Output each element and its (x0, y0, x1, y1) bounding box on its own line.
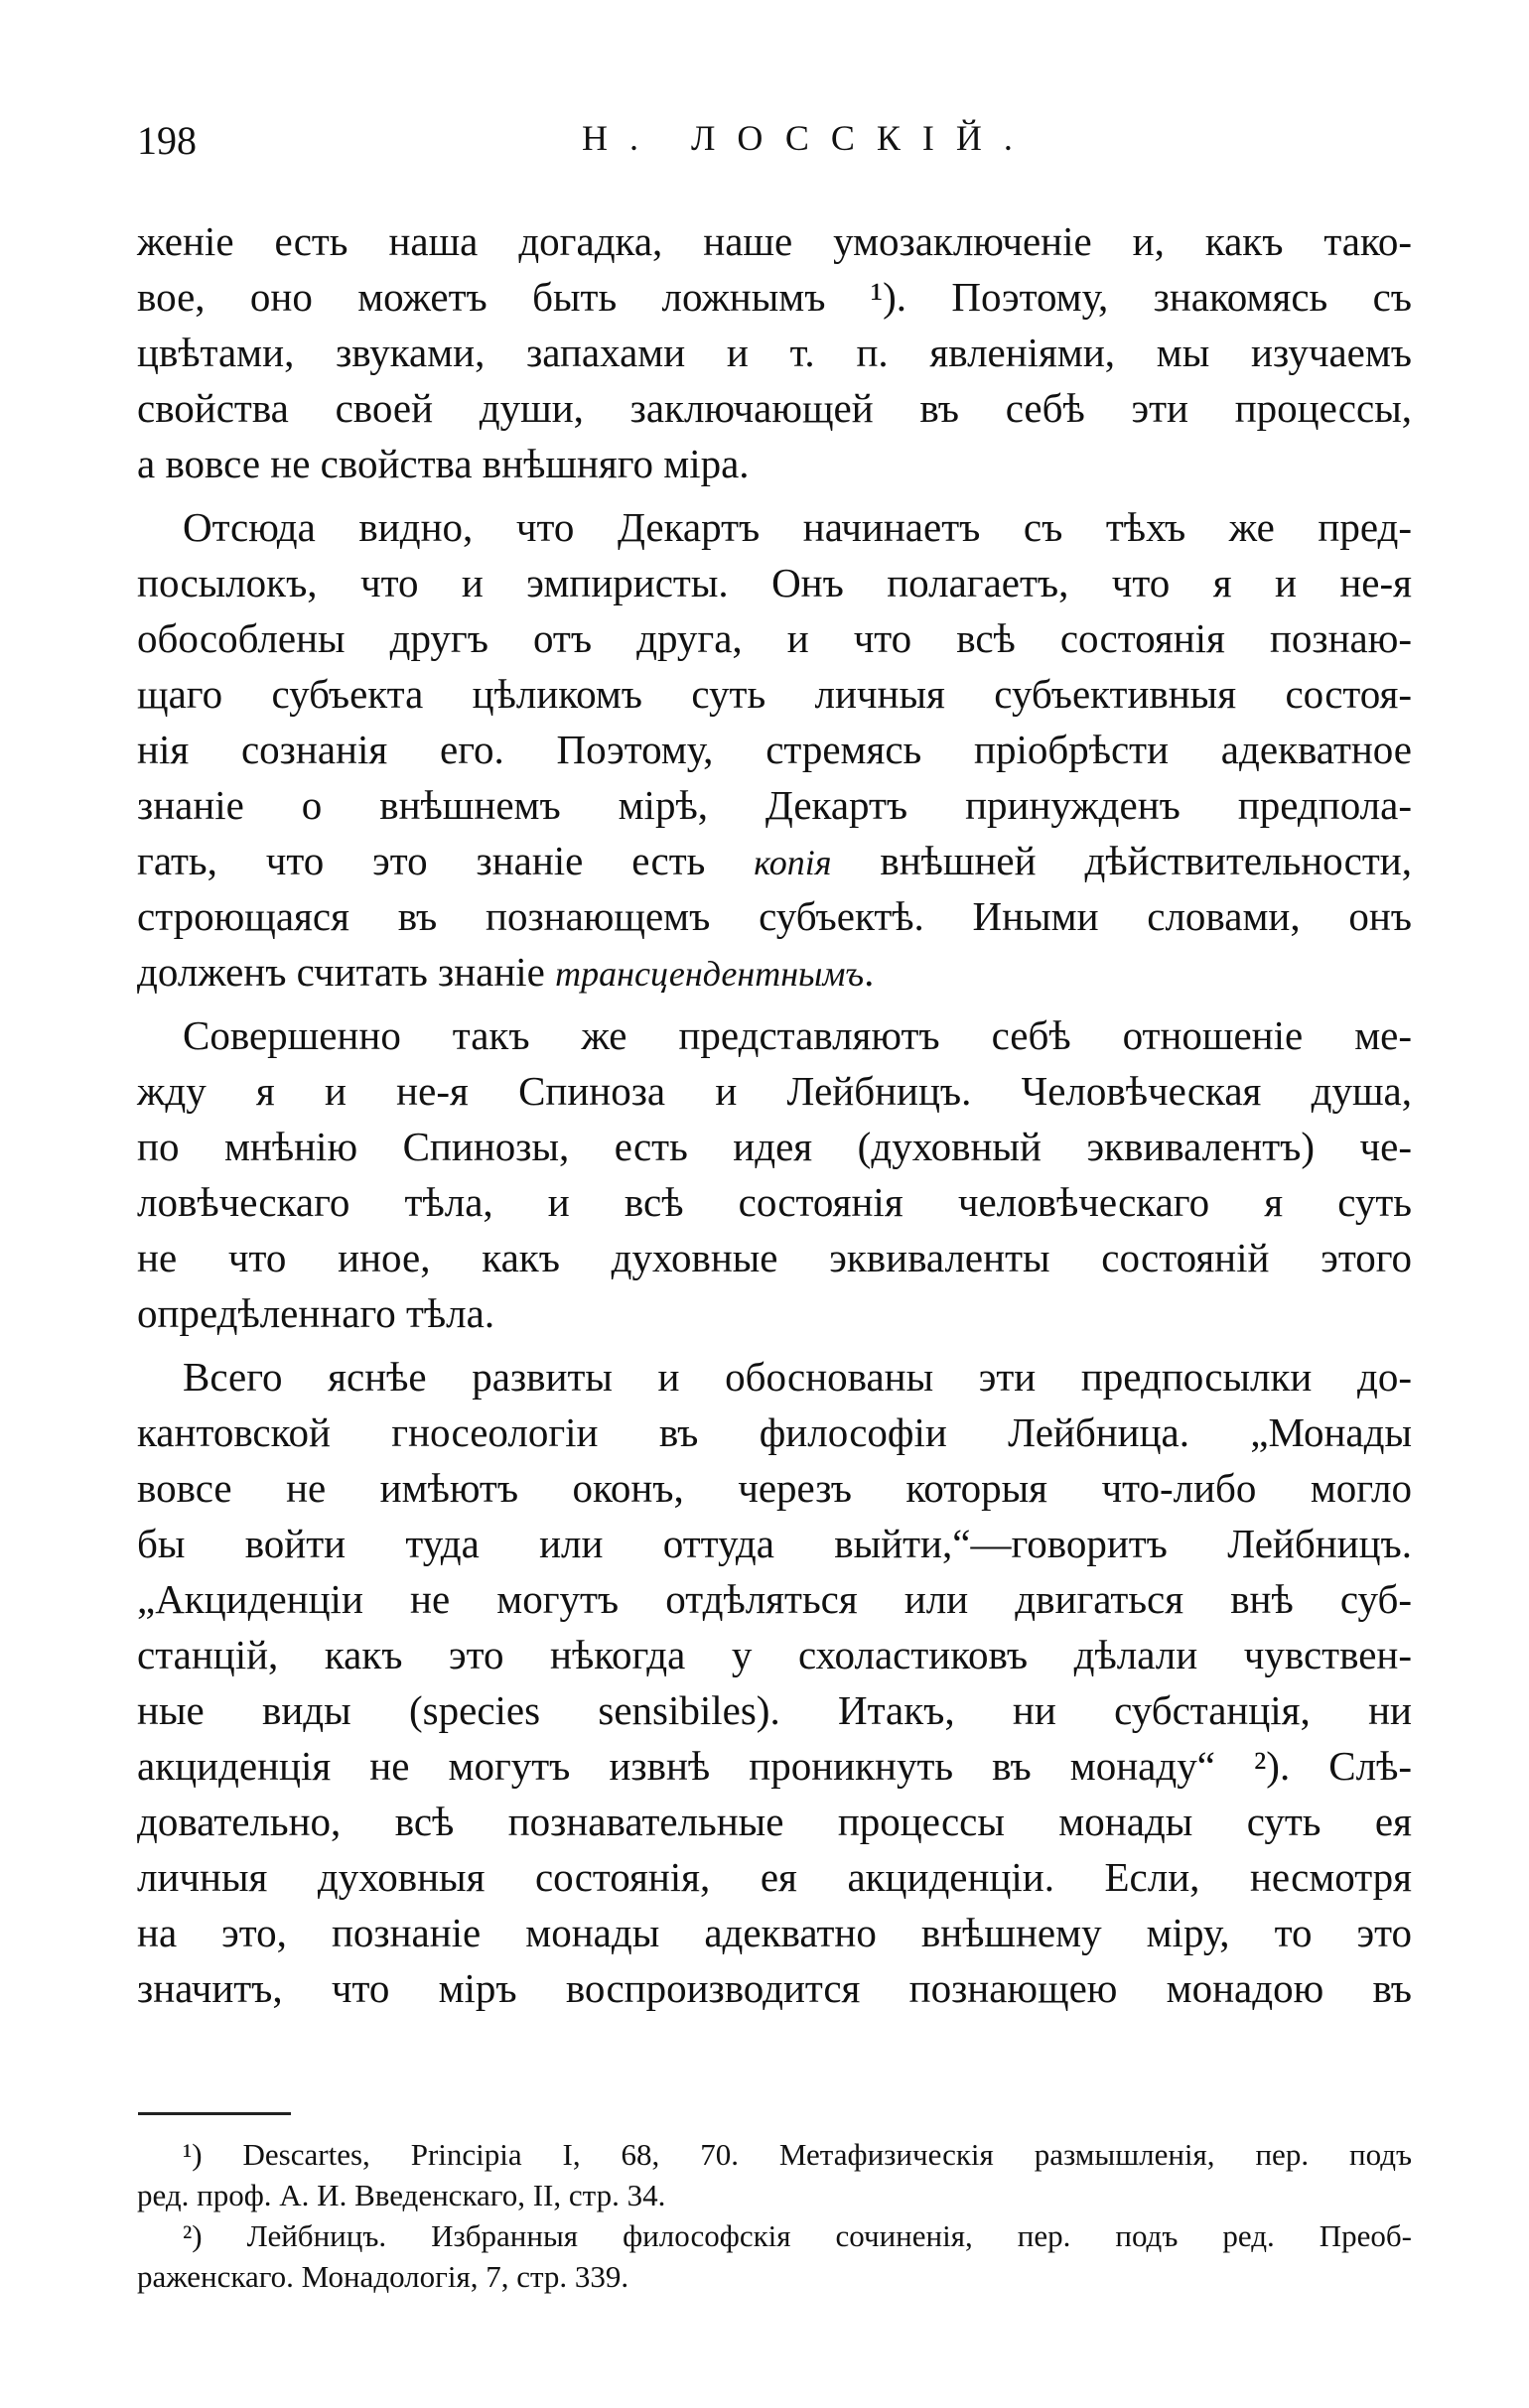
text-segment: знаніе о внѣшнемъ мірѣ, Декартъ принужденъ предпола- (137, 782, 1412, 828)
text-line (137, 610, 1412, 666)
text-segment: ловѣческаго тѣла, и всѣ состоянія человѣческаго я суть (137, 1179, 1412, 1225)
text-line (137, 213, 1412, 269)
text-line (137, 888, 1412, 944)
text-line (137, 1849, 1412, 1905)
text-segment: нія сознанія его. Поэтому, стремясь пріобрѣсти адекватное (137, 727, 1412, 772)
text-line (137, 1285, 1412, 1341)
text-segment: щаго субъекта цѣликомъ суть личныя субъективныя состоя- (137, 671, 1412, 717)
text-line (137, 1405, 1412, 1460)
text-line (137, 833, 1412, 888)
page-header (137, 117, 1412, 167)
text-line (137, 1794, 1412, 1849)
footnote-line: ¹) Descartes, Principia I, 68, 70. Метафизическія размышленія, пер. подъ (183, 2137, 1412, 2172)
text-segment: вое, оно можетъ быть ложнымъ ¹). Поэтому, знакомясь съ (137, 274, 1412, 320)
text-segment: кантовской гносеологіи въ философіи Лейбница. „Монады (137, 1409, 1412, 1455)
text-segment: акциденція не могутъ извнѣ проникнуть въ монаду“ ²). Слѣ- (137, 1743, 1412, 1789)
text-segment: строющаяся въ познающемъ субъектѣ. Иными словами, онъ (137, 893, 1412, 939)
text-line (137, 1230, 1412, 1285)
text-segment: долженъ считать знаніе (137, 949, 556, 995)
text-line (137, 666, 1412, 722)
text-line (137, 1960, 1412, 2016)
text-segment: Всего яснѣе развиты и обоснованы эти предпосылки до- (183, 1354, 1412, 1400)
text-segment: жду я и не-я Спиноза и Лейбницъ. Человѣческая душа, (137, 1068, 1412, 1114)
paragraph (137, 1007, 1412, 1341)
running-title: Н. ЛОССКІЙ. (582, 118, 1035, 158)
paragraph (137, 213, 1412, 491)
text-line (137, 1516, 1412, 1571)
footnote-line: раженскаго. Монадологія, 7, стр. 339. (137, 2259, 629, 2294)
text-line (137, 436, 1412, 491)
text-segment: посылокъ, что и эмпиристы. Онъ полагаетъ, что я и не-я (137, 560, 1412, 605)
text-segment: личныя духовныя состоянія, ея акциденціи. Если, несмотря (137, 1854, 1412, 1900)
text-segment: станцій, какъ это нѣкогда у схоластиковъ дѣлали чувствен- (137, 1632, 1412, 1677)
italic-term: копія (754, 843, 832, 882)
text-line (137, 722, 1412, 777)
page-number: 198 (137, 118, 197, 163)
text-line (137, 1571, 1412, 1627)
italic-term: трансцендентнымъ (555, 954, 865, 994)
text-line (137, 269, 1412, 325)
text-line (137, 1682, 1412, 1738)
text-segment: не что иное, какъ духовные эквиваленты состояній этого (137, 1235, 1412, 1280)
body-text (137, 213, 1412, 2016)
text-segment: на это, познаніе монады адекватно внѣшнему міру, то это (137, 1910, 1412, 1955)
footnote (137, 2215, 1412, 2297)
text-segment: значитъ, что міръ воспроизводится познающею монадою въ (137, 1965, 1412, 2011)
text-line (137, 1627, 1412, 1682)
footnotes (137, 2134, 1412, 2297)
text-segment: а вовсе не свойства внѣшняго міра. (137, 441, 750, 486)
footnote-divider (138, 2112, 291, 2115)
text-segment: Совершенно такъ же представляютъ себѣ отношеніе ме- (183, 1012, 1412, 1058)
text-line (137, 1119, 1412, 1174)
text-line (137, 1349, 1412, 1405)
text-segment: Отсюда видно, что Декартъ начинаетъ съ тѣхъ же пред- (183, 504, 1412, 550)
text-line (137, 1174, 1412, 1230)
text-segment: вовсе не имѣютъ оконъ, черезъ которыя что-либо могло (137, 1465, 1412, 1511)
text-line (137, 1007, 1412, 1063)
text-segment: „Акциденціи не могутъ отдѣляться или двигаться внѣ суб- (137, 1576, 1412, 1622)
text-segment: свойства своей души, заключающей въ себѣ эти процессы, (137, 385, 1412, 431)
text-segment: гать, что это знаніе есть (137, 838, 755, 883)
footnote-line: ред. проф. А. И. Введенскаго, II, стр. 34. (137, 2178, 666, 2212)
text-segment: женіе есть наша догадка, наше умозаключеніе и, какъ тако- (137, 218, 1412, 264)
text-line (137, 1460, 1412, 1516)
text-line (137, 1063, 1412, 1119)
text-line (137, 1905, 1412, 1960)
paragraph (137, 499, 1412, 1000)
text-line (137, 1738, 1412, 1794)
text-segment: опредѣленнаго тѣла. (137, 1290, 495, 1336)
paragraph (137, 1349, 1412, 2016)
text-segment: внѣшней дѣйствительности, (831, 838, 1412, 883)
text-segment: бы войти туда или оттуда выйти,“—говоритъ Лейбницъ. (137, 1521, 1412, 1566)
text-segment: по мнѣнію Спинозы, есть идея (духовный эквивалентъ) че- (137, 1124, 1412, 1169)
footnote-line: ²) Лейбницъ. Избранныя философскія сочиненія, пер. подъ ред. Преоб- (183, 2218, 1412, 2253)
text-line (137, 777, 1412, 833)
text-line (137, 325, 1412, 380)
text-line (137, 555, 1412, 610)
footnote (137, 2134, 1412, 2215)
text-line (137, 944, 1412, 1000)
text-line (137, 380, 1412, 436)
text-segment: ные виды (species sensibiles). Итакъ, ни субстанція, ни (137, 1687, 1412, 1733)
text-segment: . (864, 949, 875, 995)
text-segment: цвѣтами, звуками, запахами и т. п. явленіями, мы изучаемъ (137, 330, 1412, 375)
text-segment: довательно, всѣ познавательные процессы монады суть ея (137, 1799, 1412, 1844)
text-segment: обособлены другъ отъ друга, и что всѣ состоянія познаю- (137, 615, 1412, 661)
text-line (137, 499, 1412, 555)
